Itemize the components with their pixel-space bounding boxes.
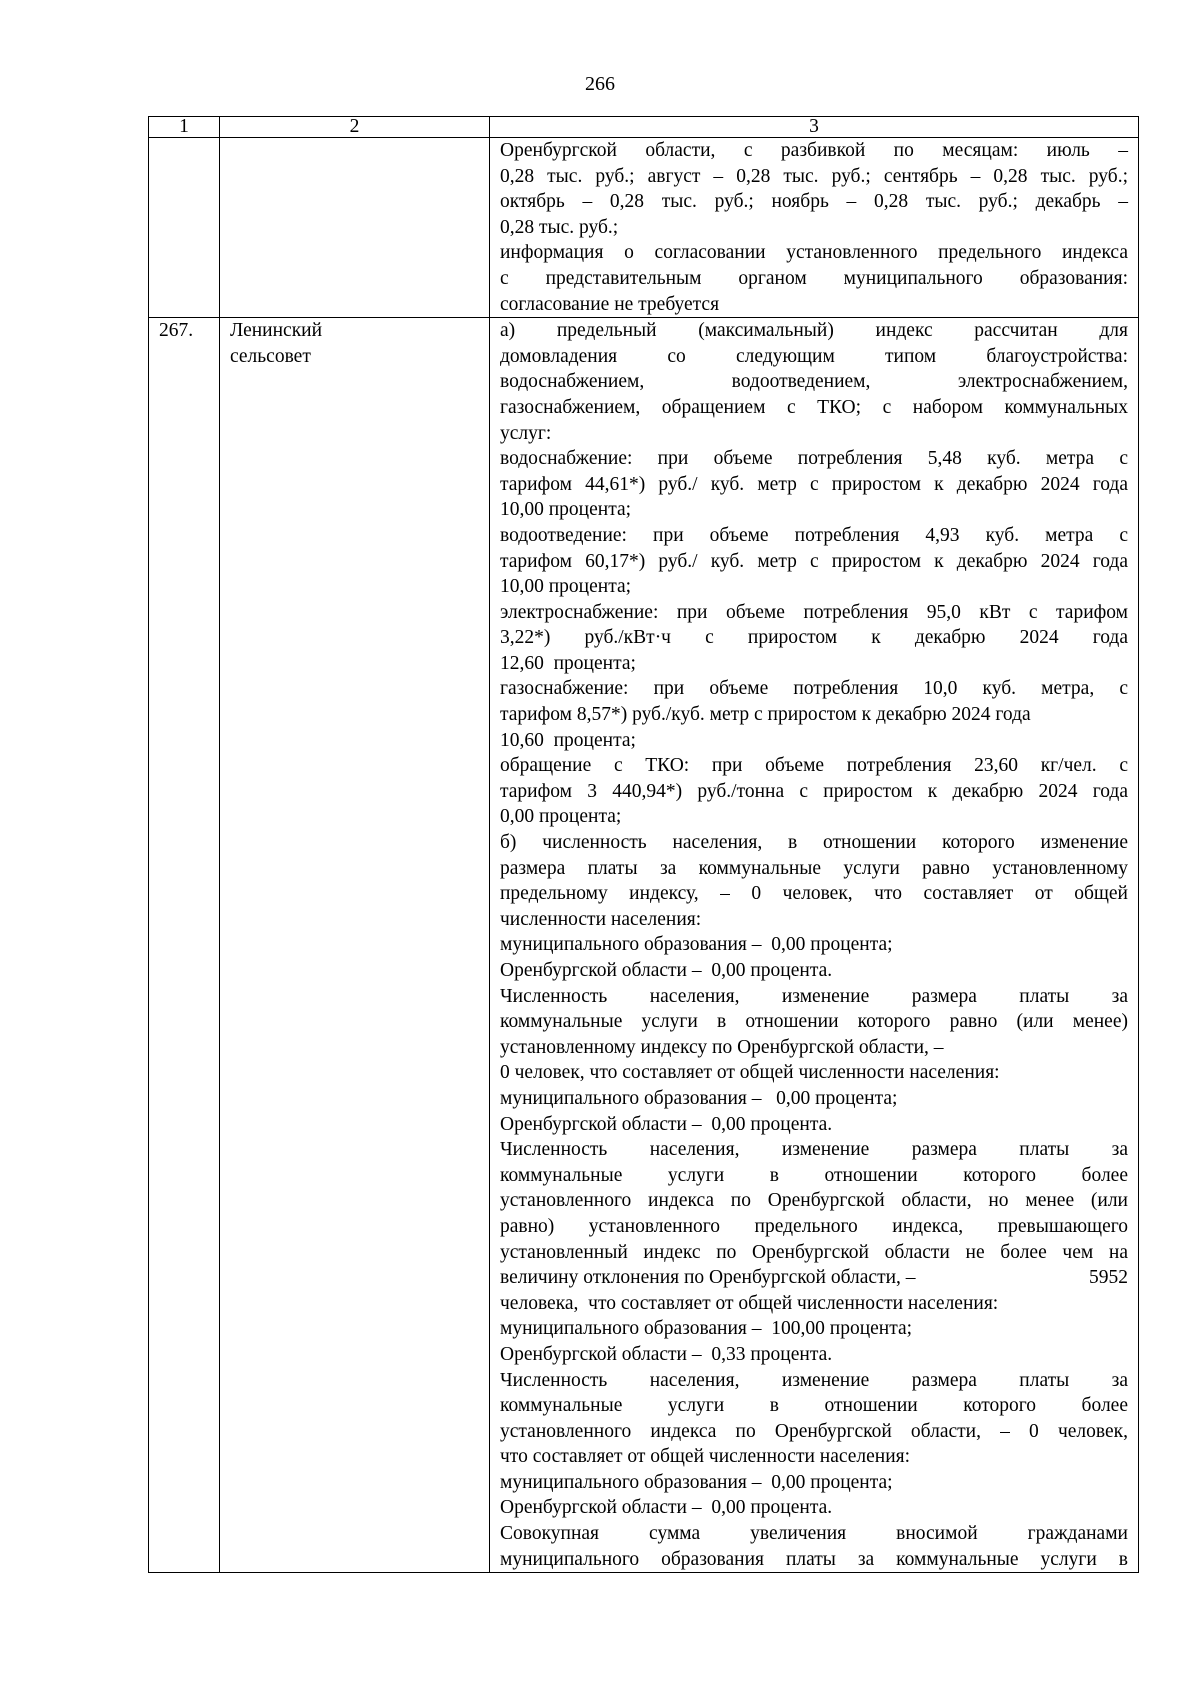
text-line: коммунальные услуги в отношении которого равно (или менее) — [500, 1011, 1128, 1033]
text-line: Оренбургской области, с разбивкой по месяцам: июль – — [500, 140, 1128, 161]
text-line: человека, что составляет от общей численности населения: — [500, 1292, 999, 1314]
text-line: тарифом 3 440,94*) руб./тонна с приростом к декабрю 2024 года — [500, 780, 1128, 802]
text-line: Совокупная сумма увеличения вносимой гражданами — [500, 1523, 1128, 1545]
text-line-right-value: 5952 — [1089, 1267, 1128, 1289]
text-line: 12,60 процента; — [500, 652, 636, 674]
text-line: 10,00 процента; — [500, 499, 632, 521]
header-col-2: 2 — [220, 117, 490, 138]
row-name-cell — [220, 138, 490, 318]
row-name-cell — [220, 318, 490, 1573]
row-text-cell — [490, 318, 1139, 1573]
text-line: согласование не требуется — [500, 293, 720, 315]
text-line: Численность населения, изменение размера платы за — [500, 1139, 1128, 1161]
text-line: 10,00 процента; — [500, 576, 632, 598]
text-line: услуг: — [500, 422, 552, 444]
text-line: газоснабжение: при объеме потребления 10,0 куб. метра, с — [500, 678, 1128, 700]
text-line: предельному индексу, – 0 человек, что составляет от общей — [500, 883, 1128, 905]
text-line: информация о согласовании установленного предельного индекса — [500, 242, 1128, 264]
text-line: Оренбургской области – 0,00 процента. — [500, 960, 833, 981]
text-line: электроснабжение: при объеме потребления 95,0 кВт с тарифом — [500, 601, 1128, 623]
text-line: муниципального образования – 0,00 процента; — [500, 1087, 898, 1109]
text-line: Численность населения, изменение размера платы за — [500, 985, 1128, 1007]
header-col-3: 3 — [490, 117, 1139, 138]
text-line: водоснабжение: при объеме потребления 5,48 куб. метра с — [500, 448, 1128, 470]
text-line: установленный индекс по Оренбургской области не более чем на — [500, 1241, 1128, 1263]
text-line: 0,28 тыс. руб.; август – 0,28 тыс. руб.; сентябрь – 0,28 тыс. руб.; — [500, 165, 1128, 187]
text-line: домовладения со следующим типом благоустройства: — [500, 345, 1128, 367]
text-line: что составляет от общей численности населения: — [500, 1446, 911, 1468]
table-header-row — [149, 117, 1139, 138]
text-line: установленного индекса по Оренбургской области, но менее (или — [500, 1190, 1128, 1212]
text-line: 0,00 процента; — [500, 806, 622, 828]
text-line: обращение с ТКО: при объеме потребления 23,60 кг/чел. с — [500, 755, 1128, 777]
text-line: тарифом 8,57*) руб./куб. метр с приростом к декабрю 2024 года — [500, 704, 1031, 726]
text-line: коммунальные услуги в отношении которого более — [500, 1164, 1128, 1186]
text-line: численности населения: — [500, 908, 702, 930]
text-line: тарифом 44,61*) руб./ куб. метр с приростом к декабрю 2024 года — [500, 473, 1128, 495]
settlement-name-line: Ленинский — [230, 320, 323, 342]
page-number: 266 — [585, 73, 615, 95]
text-line: муниципального образования платы за коммунальные услуги в — [500, 1548, 1128, 1570]
row-text-cell — [490, 138, 1139, 318]
text-line: Оренбургской области – 0,00 процента. — [500, 1497, 833, 1519]
text-line: 3,22*) руб./кВт·ч с приростом к декабрю 2024 года — [500, 627, 1128, 649]
header-col-1: 1 — [149, 117, 220, 138]
text-line: с представительным органом муниципального образования: — [500, 267, 1128, 289]
text-line: муниципального образования – 100,00 процента; — [500, 1318, 913, 1340]
text-line: установленного индекса по Оренбургской области, – 0 человек, — [500, 1420, 1128, 1442]
settlement-name-line: сельсовет — [230, 345, 311, 367]
text-line: газоснабжением, обращением с ТКО; с набором коммунальных — [500, 396, 1128, 418]
text-line: установленному индексу по Оренбургской области, – — [500, 1036, 944, 1058]
text-line: октябрь – 0,28 тыс. руб.; ноябрь – 0,28 тыс. руб.; декабрь – — [500, 191, 1128, 213]
row-number-cell — [149, 138, 220, 318]
text-line: 0 человек, что составляет от общей численности населения: — [500, 1062, 1000, 1084]
text-line: муниципального образования – 0,00 процента; — [500, 934, 893, 956]
text-line: муниципального образования – 0,00 процента; — [500, 1471, 893, 1493]
document-table — [148, 116, 1139, 1573]
row-number-cell: 267. — [149, 318, 220, 1573]
text-line: размера платы за коммунальные услуги равно установленному — [500, 857, 1128, 879]
text-line: б) численность населения, в отношении которого изменение — [500, 832, 1128, 854]
text-line: Оренбургской области – 0,00 процента. — [500, 1113, 833, 1135]
text-line: Численность населения, изменение размера платы за — [500, 1369, 1128, 1391]
text-line-left: величину отклонения по Оренбургской области, – — [500, 1267, 916, 1289]
text-line: водоснабжением, водоотведением, электроснабжением, — [500, 371, 1128, 393]
text-line: 0,28 тыс. руб.; — [500, 216, 619, 238]
text-line: 10,60 процента; — [500, 729, 636, 751]
text-line: а) предельный (максимальный) индекс рассчитан для — [500, 320, 1128, 342]
table-row-267 — [149, 318, 1139, 1573]
text-line: Оренбургской области – 0,33 процента. — [500, 1343, 833, 1365]
table-row-continued — [149, 138, 1139, 318]
text-line: водоотведение: при объеме потребления 4,93 куб. метра с — [500, 524, 1128, 546]
text-line: коммунальные услуги в отношении которого более — [500, 1395, 1128, 1417]
text-line: равно) установленного предельного индекса, превышающего — [500, 1215, 1128, 1237]
text-line — [500, 1265, 1128, 1291]
text-line: тарифом 60,17*) руб./ куб. метр с приростом к декабрю 2024 года — [500, 550, 1128, 572]
